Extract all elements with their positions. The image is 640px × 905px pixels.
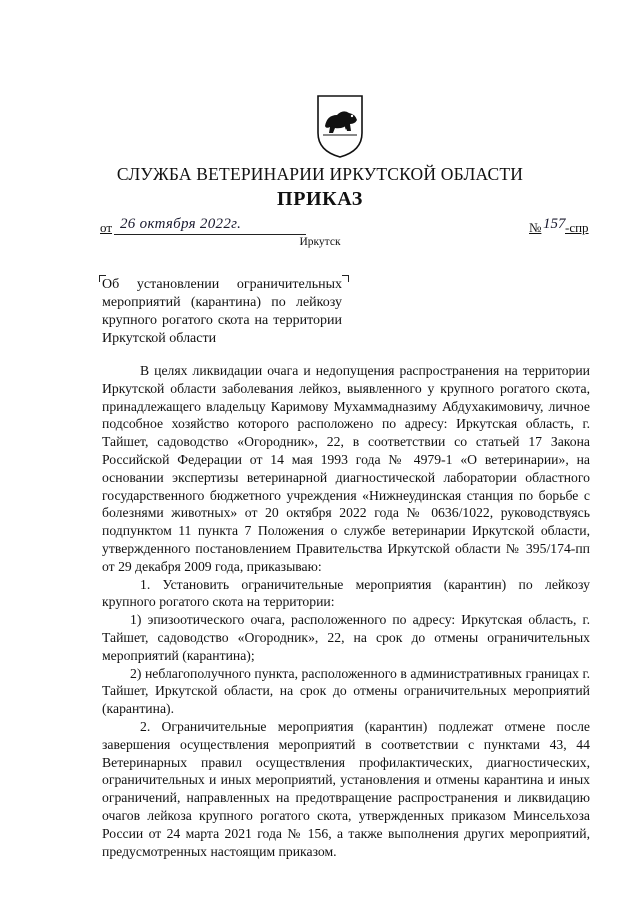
date-underline bbox=[114, 234, 306, 235]
number-prefix: № bbox=[529, 220, 542, 235]
irkutsk-coat-of-arms-icon bbox=[315, 93, 365, 159]
preamble-paragraph: В целях ликвидации очага и недопущения распространения на территории Иркутской области заболевания лейкоз, выявленного у крупного рогатого скота, принадлежащего владельцу Каримову Мухаммадназиму Абдухакимовичу, личное подсобное хозяйство которого расположено по адресу: Иркутская область, г. Тайшет, садоводство «Огородник», 22, в соответствии со статьей 17 Закона Российской Федерации от 14 мая 1993 года № 4979-1 «О ветеринарии», на основании экспертизы ветеринарной диагностической лаборатории областного государственного бюджетного учреждения «Нижнеудинская станция по борьбе с болезнями животных» от 20 октября 2022 года № 0636/1022, руководствуясь подпунктом 11 пункта 7 Положения о службе ветеринарии Иркутской области, утвержденного постановлением Правительства Иркутской области № 395/174-пп от 29 декабря 2009 года, приказываю: bbox=[102, 363, 590, 574]
order-subject: Об установлении ограничительных мероприятий (карантина) по лейкозу крупного рогатого скота на территории Иркутской области bbox=[102, 277, 342, 346]
order-date-line bbox=[100, 216, 306, 238]
item-1-subitem-2: 2) неблагополучного пункта, расположенного в административных границах г. Тайшет, Иркутской области, на срок до отмены ограничительных мероприятий (карантина). bbox=[102, 665, 590, 717]
city-name: Иркутск bbox=[299, 236, 341, 248]
order-body bbox=[102, 362, 590, 860]
handwritten-number: 157 bbox=[543, 216, 566, 232]
item-2: 2. Ограничительные мероприятия (карантин) подлежат отмене после завершения осуществления мероприятий в соответствии с пунктами 43, 44 Ветеринарных правил осуществления профилактических, диагностических, ограничительных и иных мероприятий, установления и отмены карантина и иных ограничений, направленных на предотвращение распространения и ликвидацию очагов лейкоза крупного рогатого скота, утвержденных приказом Минсельхоза России от 24 марта 2021 года № 156, а также выполнения других мероприятий, предусмотренных настоящим приказом. bbox=[102, 718, 590, 859]
document-type-title: ПРИКАЗ bbox=[277, 188, 363, 210]
subject-corner-right bbox=[342, 275, 349, 282]
date-prefix: от bbox=[100, 220, 113, 235]
number-suffix: -спр bbox=[565, 220, 589, 235]
agency-name: СЛУЖБА ВЕТЕРИНАРИИ ИРКУТСКОЙ ОБЛАСТИ bbox=[116, 164, 524, 184]
item-1: 1. Установить ограничительные мероприятия (карантин) по лейкозу крупного рогатого скота на территории: bbox=[102, 576, 590, 610]
order-number-line bbox=[529, 216, 591, 238]
handwritten-date: 26 октября 2022г. bbox=[120, 216, 242, 232]
item-1-subitem-1: 1) эпизоотического очага, расположенного по адресу: Иркутская область, г. Тайшет, садоводство «Огородник», 22, на срок до отмены ограничительных мероприятий (карантина); bbox=[102, 612, 590, 663]
